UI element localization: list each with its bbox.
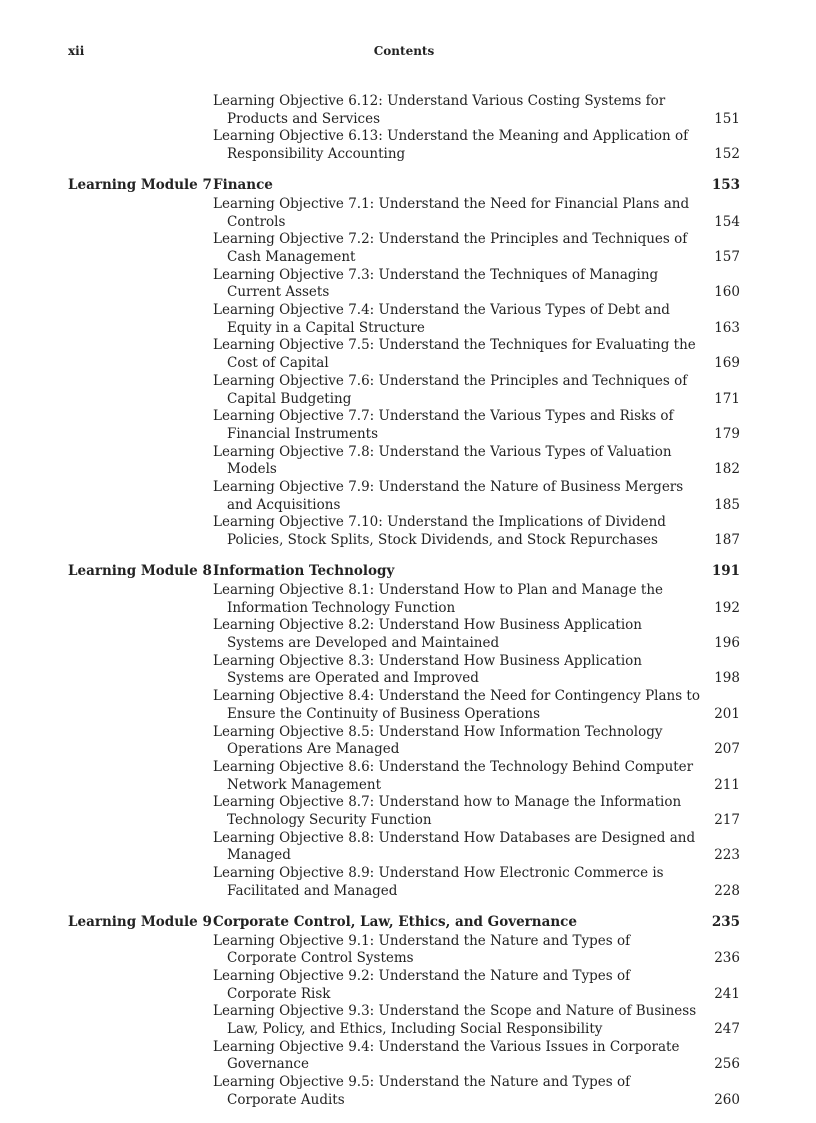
toc-module — [68, 913, 740, 1110]
entry-page-number: 198 — [714, 670, 740, 687]
entry-text: Learning Objective 9.3: Understand the Scope and Nature of Business Law, Policy, and Ethics, Including Social Responsibility — [213, 1003, 697, 1038]
toc-entry[interactable] — [213, 514, 740, 549]
entry-text: Learning Objective 7.4: Understand the Various Types of Debt and Equity in a Capital Structure — [213, 302, 670, 336]
module-title[interactable] — [213, 913, 740, 931]
entry-page-number: 169 — [714, 355, 740, 372]
toc-entry[interactable] — [213, 93, 740, 128]
module-label: Learning Module 8 — [68, 562, 212, 579]
entry-page-number: 247 — [714, 1021, 740, 1038]
page-folio: xii — [68, 44, 85, 58]
entry-page-number: 163 — [714, 319, 740, 336]
entry-page-number: 223 — [714, 847, 740, 864]
entry-text: Learning Objective 9.2: Understand the Nature and Types of Corporate Risk — [213, 967, 631, 1002]
entry-text: Learning Objective 8.1: Understand How to Plan and Manage the Information Technology Function — [213, 581, 664, 616]
module-title-text: Finance — [213, 176, 273, 193]
entry-text: Learning Objective 7.1: Understand the Need for Financial Plans and Controls — [213, 195, 690, 230]
toc-entry[interactable] — [213, 1003, 740, 1038]
module-label: Learning Module 9 — [68, 913, 212, 930]
entry-text: Learning Objective 8.4: Understand the Need for Contingency Plans to Ensure the Continuity of Business Operations — [213, 688, 700, 722]
entry-text: Learning Objective 9.1: Understand the Nature and Types of Corporate Control Systems — [213, 932, 631, 967]
toc-entry[interactable] — [213, 968, 740, 1003]
entry-page-number: 228 — [714, 882, 740, 899]
toc-module — [68, 562, 740, 901]
module-title[interactable] — [213, 176, 740, 194]
module-title-text: Information Technology — [213, 562, 395, 579]
entry-page-number: 260 — [714, 1091, 740, 1108]
entry-page-number: 211 — [714, 776, 740, 793]
entry-page-number: 187 — [714, 532, 740, 549]
entry-text: Learning Objective 9.4: Understand the Various Issues in Corporate Governance — [213, 1038, 680, 1073]
entry-text: Learning Objective 6.13: Understand the Meaning and Application of Responsibility Accounting — [213, 128, 689, 163]
entry-text: Learning Objective 8.6: Understand the Technology Behind Computer Network Management — [213, 758, 694, 793]
entry-page-number: 151 — [714, 110, 740, 127]
toc-entry[interactable] — [213, 479, 740, 514]
entry-page-number: 171 — [714, 390, 740, 407]
toc-entry[interactable] — [213, 128, 740, 163]
toc-entry[interactable] — [213, 865, 740, 900]
module-title[interactable] — [213, 562, 740, 580]
toc-entry[interactable] — [213, 688, 740, 723]
toc-entry[interactable] — [213, 337, 740, 372]
entry-text: Learning Objective 8.2: Understand How Business Application Systems are Developed and Maintained — [213, 617, 642, 651]
toc-entry[interactable] — [213, 444, 740, 479]
toc-entry[interactable] — [213, 582, 740, 617]
entry-page-number: 196 — [714, 634, 740, 651]
entry-page-number: 160 — [714, 284, 740, 301]
running-head — [68, 44, 740, 60]
toc-entry[interactable] — [213, 1074, 740, 1109]
entry-page-number: 152 — [714, 146, 740, 163]
entry-page-number: 207 — [714, 741, 740, 758]
toc-entry[interactable] — [213, 933, 740, 968]
toc-entry[interactable] — [213, 1039, 740, 1074]
entry-text: Learning Objective 7.2: Understand the Principles and Techniques of Cash Management — [213, 231, 688, 265]
entry-text: Learning Objective 7.7: Understand the Various Types and Risks of Financial Instruments — [213, 408, 674, 442]
entry-text: Learning Objective 6.12: Understand Various Costing Systems for Products and Services — [213, 93, 666, 127]
entry-text: Learning Objective 7.9: Understand the Nature of Business Mergers and Acquisitions — [213, 479, 684, 513]
toc-entry[interactable] — [213, 830, 740, 865]
toc-entry[interactable] — [213, 653, 740, 688]
toc-module — [68, 93, 740, 164]
module-page-number: 153 — [711, 176, 740, 193]
table-of-contents — [68, 93, 740, 1110]
entry-page-number: 236 — [714, 950, 740, 967]
entry-text: Learning Objective 8.8: Understand How Databases are Designed and Managed — [213, 829, 696, 864]
toc-entry[interactable] — [213, 794, 740, 829]
toc-entry[interactable] — [213, 231, 740, 266]
entry-page-number: 185 — [714, 496, 740, 513]
module-title-text: Corporate Control, Law, Ethics, and Governance — [213, 913, 577, 930]
toc-entry[interactable] — [213, 196, 740, 231]
running-title: Contents — [373, 44, 435, 58]
entry-page-number: 154 — [714, 213, 740, 230]
toc-entry[interactable] — [213, 408, 740, 443]
entry-page-number: 179 — [714, 425, 740, 442]
toc-entry[interactable] — [213, 267, 740, 302]
toc-entry[interactable] — [213, 759, 740, 794]
module-label: Learning Module 7 — [68, 176, 212, 193]
entry-text: Learning Objective 7.3: Understand the Techniques of Managing Current Assets — [213, 266, 659, 301]
entry-text: Learning Objective 8.7: Understand how to Manage the Information Technology Security Function — [213, 794, 682, 829]
entry-text: Learning Objective 7.6: Understand the Principles and Techniques of Capital Budgeting — [213, 372, 688, 407]
toc-entry[interactable] — [213, 724, 740, 759]
toc-entry[interactable] — [213, 617, 740, 652]
entry-page-number: 241 — [714, 985, 740, 1002]
entry-text: Learning Objective 8.9: Understand How Electronic Commerce is Facilitated and Managed — [213, 865, 664, 899]
entry-text: Learning Objective 7.10: Understand the Implications of Dividend Policies, Stock Splits, Stock Dividends, and Stock Repurchases — [213, 514, 666, 549]
entry-page-number: 256 — [714, 1056, 740, 1073]
entry-page-number: 201 — [714, 705, 740, 722]
entry-page-number: 182 — [714, 461, 740, 478]
entry-page-number: 157 — [714, 248, 740, 265]
entry-text: Learning Objective 9.5: Understand the Nature and Types of Corporate Audits — [213, 1074, 631, 1108]
entry-text: Learning Objective 8.5: Understand How Information Technology Operations Are Managed — [213, 723, 663, 758]
module-page-number: 191 — [711, 562, 740, 579]
entry-text: Learning Objective 7.8: Understand the Various Types of Valuation Models — [213, 443, 672, 478]
entry-page-number: 192 — [714, 599, 740, 616]
entry-text: Learning Objective 7.5: Understand the Techniques for Evaluating the Cost of Capital — [213, 337, 696, 372]
module-page-number: 235 — [711, 913, 740, 930]
entry-page-number: 217 — [714, 812, 740, 829]
toc-entry[interactable] — [213, 302, 740, 337]
entry-text: Learning Objective 8.3: Understand How Business Application Systems are Operated and Improved — [213, 652, 642, 687]
toc-entry[interactable] — [213, 373, 740, 408]
toc-module — [68, 176, 740, 550]
